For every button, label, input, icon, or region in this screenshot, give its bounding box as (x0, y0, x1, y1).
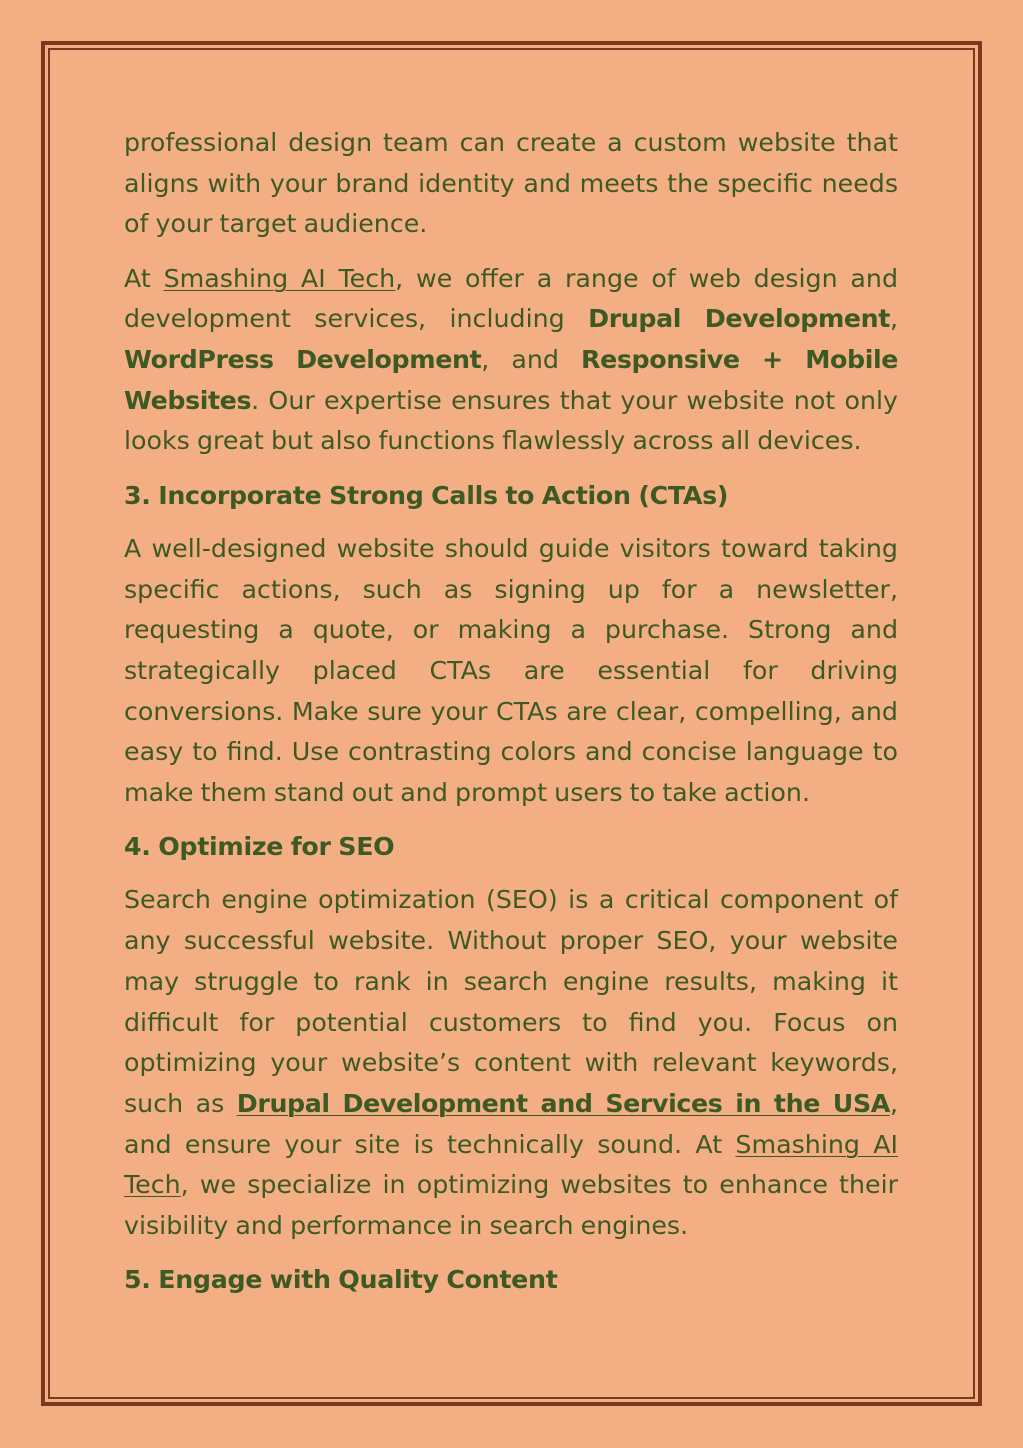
article-body (124, 123, 898, 1313)
paragraph-seo (124, 880, 898, 1246)
text-span: At (124, 263, 164, 293)
smashing-ai-tech-link-2[interactable]: Smashing AI Tech (124, 1129, 898, 1200)
responsive-mobile-websites-bold: Responsive + Mobile Websites (124, 345, 899, 415)
text-span: , we offer a range of web design and development services, including (124, 263, 898, 334)
heading-quality-content: 5. Engage with Quality Content (124, 1265, 558, 1295)
paragraph-design-team (124, 123, 898, 245)
heading-ctas: 3. Incorporate Strong Calls to Action (CTAs) (124, 480, 729, 510)
drupal-development-bold: Drupal Development (588, 304, 890, 334)
text-span: Search engine optimization (SEO) is a critical component of any successful website. Without proper SEO, your website may struggle to rank in search engine results, making it difficult for potential customers to find you. Focus on optimizing your website’s content with relevant keywords, such as (124, 885, 898, 1118)
paragraph-ctas (124, 529, 898, 814)
drupal-development-usa-link[interactable] (237, 1089, 890, 1118)
heading-seo: 4. Optimize for SEO (124, 832, 395, 862)
link-text: Drupal Development and Services in the USA (236, 1088, 890, 1118)
text-span: . Our expertise ensures that your website not only looks great but also functions flawlessly across all devices. (124, 385, 898, 456)
paragraph-text: professional design team can create a custom website that aligns with your brand identity and meets the specific needs of your target audience. (124, 128, 898, 239)
text-span: , and ensure your site is technically sound. At (124, 1088, 898, 1159)
paragraph-services (124, 259, 898, 463)
wordpress-development-bold: WordPress Development (124, 345, 482, 375)
text-span: , (889, 304, 899, 334)
text-span: , we specialize in optimizing websites to enhance their visibility and performance in search engines. (124, 1170, 898, 1241)
text-span: , and (481, 345, 582, 375)
smashing-ai-tech-link[interactable]: Smashing AI Tech (163, 263, 396, 293)
paragraph-text: A well-designed website should guide visitors toward taking specific actions, such as signing up for a newsletter, requesting a quote, or making a purchase. Strong and strategically placed CTAs are essential for driving conversions. Make sure your CTAs are clear, compelling, and easy to find. Use contrasting colors and concise language to make them stand out and prompt users to take action. (124, 533, 898, 808)
